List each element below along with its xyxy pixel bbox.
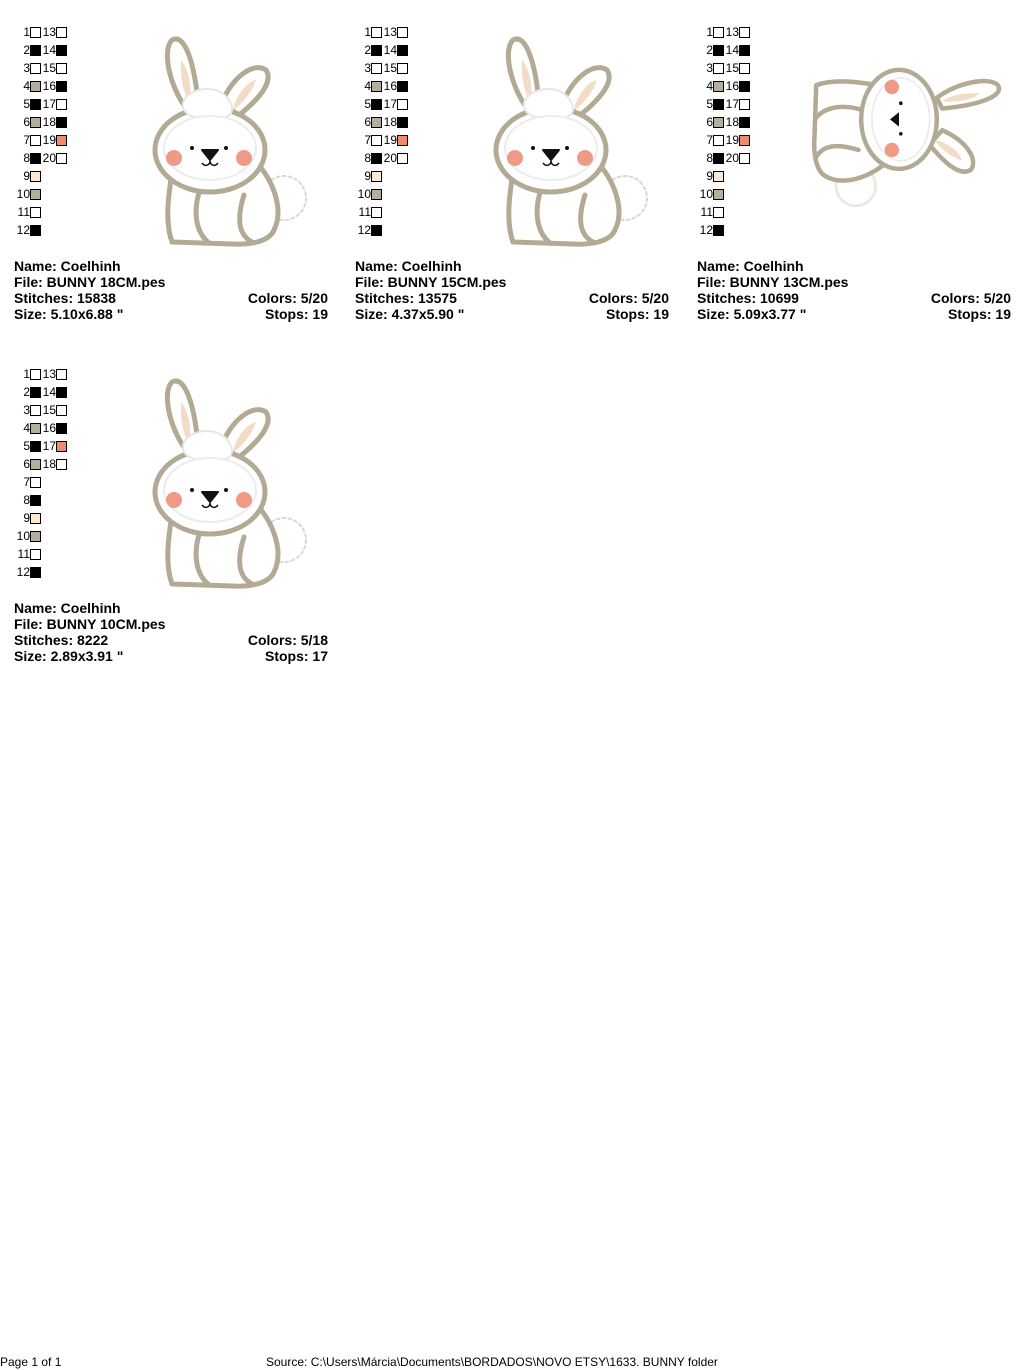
color-swatch (397, 99, 408, 110)
legend-number: 9 (364, 169, 371, 183)
design-stitches: Stitches: 10699 (697, 290, 799, 306)
design-stitches-line (14, 290, 328, 306)
design-name-line (14, 258, 328, 274)
color-swatch (739, 81, 750, 92)
design-colors: Colors: 5/20 (930, 290, 1011, 306)
legend-number: 5 (23, 97, 30, 111)
color-swatch (30, 531, 41, 542)
color-swatch (739, 63, 750, 74)
legend-number: 2 (23, 385, 30, 399)
design-file: File: BUNNY 18CM.pes (14, 274, 166, 290)
design-name-line (355, 258, 669, 274)
page-footer-number: Page 1 of 1 (0, 1355, 62, 1369)
legend-number: 14 (383, 43, 397, 57)
color-swatch (713, 207, 724, 218)
legend-number: 14 (42, 385, 56, 399)
design-size: Size: 5.09x3.77 " (697, 306, 807, 322)
design-size-line (14, 648, 328, 664)
color-swatch (56, 45, 67, 56)
legend-number: 16 (725, 79, 739, 93)
legend-number: 3 (23, 61, 30, 75)
design-stops: Stops: 19 (605, 306, 669, 322)
legend-number: 19 (42, 133, 56, 147)
design-name: Name: Coelhinh (697, 258, 804, 274)
legend-number: 4 (23, 79, 30, 93)
legend-number: 13 (725, 25, 739, 39)
color-swatch (30, 207, 41, 218)
legend-number: 19 (383, 133, 397, 147)
legend-number: 12 (16, 565, 30, 579)
color-swatch (739, 153, 750, 164)
legend-number: 18 (725, 115, 739, 129)
design-card (14, 368, 334, 688)
legend-number: 13 (383, 25, 397, 39)
color-swatch (56, 63, 67, 74)
color-swatch (30, 513, 41, 524)
color-swatch (30, 189, 41, 200)
legend-number: 5 (23, 439, 30, 453)
legend-number: 5 (706, 97, 713, 111)
color-swatch (371, 225, 382, 236)
design-info (14, 258, 328, 322)
design-info (355, 258, 669, 322)
color-swatch (30, 549, 41, 560)
legend-number: 20 (725, 151, 739, 165)
design-file: File: BUNNY 15CM.pes (355, 274, 507, 290)
legend-number: 2 (23, 43, 30, 57)
color-swatch (30, 225, 41, 236)
design-stops: Stops: 19 (264, 306, 328, 322)
color-swatch (713, 171, 724, 182)
design-stitches-line (14, 632, 328, 648)
color-swatch (30, 495, 41, 506)
design-name: Name: Coelhinh (14, 600, 121, 616)
design-file: File: BUNNY 10CM.pes (14, 616, 166, 632)
legend-number: 3 (364, 61, 371, 75)
legend-number: 7 (706, 133, 713, 147)
legend-number: 10 (357, 187, 371, 201)
color-swatch (56, 27, 67, 38)
legend-number: 7 (23, 475, 30, 489)
color-swatch (739, 45, 750, 56)
design-file-line (14, 616, 328, 632)
design-card (355, 26, 675, 346)
bunny-icon (475, 30, 655, 250)
color-swatch (371, 171, 382, 182)
legend-number: 13 (42, 25, 56, 39)
design-stitches: Stitches: 13575 (355, 290, 457, 306)
color-swatch (56, 405, 67, 416)
legend-number: 15 (725, 61, 739, 75)
legend-number: 1 (706, 25, 713, 39)
color-swatch (56, 369, 67, 380)
color-swatch (739, 135, 750, 146)
design-name-line (14, 600, 328, 616)
legend-number: 12 (357, 223, 371, 237)
legend-number: 6 (23, 457, 30, 471)
legend-number: 19 (725, 133, 739, 147)
design-name: Name: Coelhinh (355, 258, 462, 274)
legend-number: 1 (364, 25, 371, 39)
design-stitches-line (355, 290, 669, 306)
design-colors: Colors: 5/18 (247, 632, 328, 648)
legend-number: 20 (42, 151, 56, 165)
design-size-line (697, 306, 1011, 322)
design-size: Size: 2.89x3.91 " (14, 648, 124, 664)
design-size: Size: 5.10x6.88 " (14, 306, 124, 322)
color-swatch (397, 153, 408, 164)
legend-number: 9 (706, 169, 713, 183)
legend-number: 16 (42, 79, 56, 93)
legend-number: 7 (364, 133, 371, 147)
design-info (697, 258, 1011, 322)
legend-number: 2 (706, 43, 713, 57)
legend-number: 12 (16, 223, 30, 237)
legend-number: 9 (23, 511, 30, 525)
bunny-icon (134, 372, 314, 592)
legend-number: 16 (383, 79, 397, 93)
legend-number: 6 (23, 115, 30, 129)
legend-number: 13 (42, 367, 56, 381)
color-swatch (56, 459, 67, 470)
design-preview (134, 30, 314, 250)
design-size-line (14, 306, 328, 322)
legend-number: 1 (23, 25, 30, 39)
legend-number: 4 (23, 421, 30, 435)
color-swatch (30, 477, 41, 488)
color-swatch (397, 117, 408, 128)
design-preview (475, 30, 655, 250)
legend-number: 9 (23, 169, 30, 183)
design-preview (134, 372, 314, 592)
design-file-line (355, 274, 669, 290)
legend-number: 6 (364, 115, 371, 129)
legend-number: 4 (364, 79, 371, 93)
design-preview (787, 46, 1007, 226)
design-size: Size: 4.37x5.90 " (355, 306, 465, 322)
color-swatch (30, 171, 41, 182)
page-footer-source: Source: C:\Users\Márcia\Documents\BORDADOS\NOVO ETSY\1633. BUNNY folder (266, 1355, 718, 1369)
legend-number: 8 (364, 151, 371, 165)
color-swatch (397, 135, 408, 146)
color-swatch (713, 189, 724, 200)
design-file: File: BUNNY 13CM.pes (697, 274, 849, 290)
color-swatch (56, 117, 67, 128)
bunny-icon (787, 46, 1007, 226)
legend-number: 11 (17, 547, 30, 561)
legend-number: 1 (23, 367, 30, 381)
legend-number: 17 (42, 97, 56, 111)
color-swatch (56, 153, 67, 164)
legend-number: 8 (23, 151, 30, 165)
color-swatch (371, 207, 382, 218)
legend-number: 20 (383, 151, 397, 165)
legend-number: 15 (42, 403, 56, 417)
color-swatch (56, 387, 67, 398)
design-info (14, 600, 328, 664)
legend-number: 2 (364, 43, 371, 57)
legend-number: 11 (17, 205, 30, 219)
bunny-icon (134, 30, 314, 250)
design-card (697, 26, 1017, 346)
color-swatch (739, 117, 750, 128)
legend-number: 18 (383, 115, 397, 129)
color-swatch (371, 189, 382, 200)
legend-number: 18 (42, 457, 56, 471)
design-card (14, 26, 334, 346)
color-swatch (30, 567, 41, 578)
design-file-line (14, 274, 328, 290)
legend-number: 7 (23, 133, 30, 147)
legend-number: 11 (358, 205, 371, 219)
design-stitches: Stitches: 8222 (14, 632, 109, 648)
legend-number: 16 (42, 421, 56, 435)
color-swatch (397, 45, 408, 56)
legend-number: 17 (725, 97, 739, 111)
color-swatch (397, 27, 408, 38)
color-swatch (56, 135, 67, 146)
legend-number: 3 (23, 403, 30, 417)
design-file-line (697, 274, 1011, 290)
design-stops: Stops: 19 (947, 306, 1011, 322)
color-swatch (56, 423, 67, 434)
legend-number: 12 (699, 223, 713, 237)
color-swatch (713, 225, 724, 236)
legend-number: 17 (383, 97, 397, 111)
design-stitches: Stitches: 15838 (14, 290, 116, 306)
color-swatch (397, 63, 408, 74)
design-size-line (355, 306, 669, 322)
legend-number: 10 (16, 529, 30, 543)
legend-number: 14 (42, 43, 56, 57)
design-colors: Colors: 5/20 (247, 290, 328, 306)
legend-number: 11 (700, 205, 713, 219)
legend-number: 18 (42, 115, 56, 129)
color-swatch (56, 441, 67, 452)
legend-number: 4 (706, 79, 713, 93)
legend-number: 15 (42, 61, 56, 75)
legend-number: 3 (706, 61, 713, 75)
legend-number: 6 (706, 115, 713, 129)
legend-number: 5 (364, 97, 371, 111)
color-swatch (397, 81, 408, 92)
color-swatch (56, 81, 67, 92)
legend-number: 14 (725, 43, 739, 57)
legend-number: 17 (42, 439, 56, 453)
design-colors: Colors: 5/20 (588, 290, 669, 306)
design-stops: Stops: 17 (264, 648, 328, 664)
color-swatch (739, 27, 750, 38)
legend-number: 10 (699, 187, 713, 201)
legend-number: 15 (383, 61, 397, 75)
legend-number: 8 (706, 151, 713, 165)
color-swatch (739, 99, 750, 110)
legend-number: 10 (16, 187, 30, 201)
legend-number: 8 (23, 493, 30, 507)
design-name: Name: Coelhinh (14, 258, 121, 274)
design-stitches-line (697, 290, 1011, 306)
color-swatch (56, 99, 67, 110)
design-name-line (697, 258, 1011, 274)
